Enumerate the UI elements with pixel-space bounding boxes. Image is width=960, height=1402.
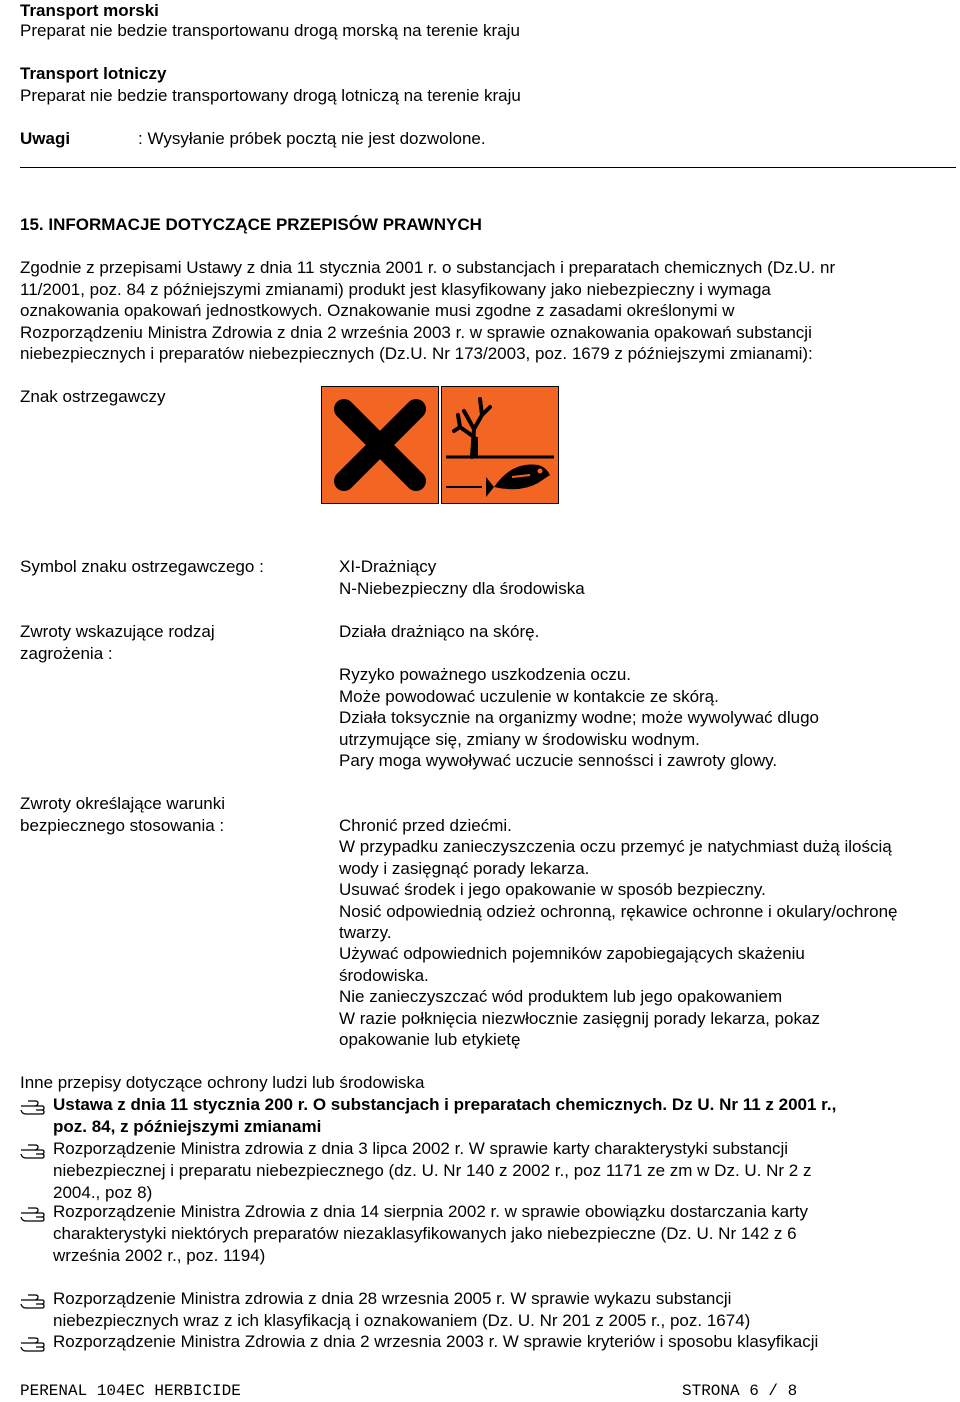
symbol-values: [339, 556, 585, 600]
safety-phrase: Usuwać środek i jego opakowanie w sposób bezpieczny.: [339, 880, 766, 900]
label-line: bezpiecznego stosowania :: [20, 816, 225, 835]
regulation-item: [53, 1201, 808, 1267]
hand-pointer-icon: [20, 1097, 46, 1115]
risk-phrase: Może powodować uczulenie w kontakcie ze skórą.: [339, 686, 719, 706]
safety-phrases-label: [20, 793, 225, 837]
risk-phrase: Ryzyko poważnego uszkodzenia oczu.: [339, 665, 631, 684]
safety-phrase: Używać odpowiednich pojemników zapobiegających skażeniu: [339, 944, 805, 964]
sea-transport-text: Preparat nie bedzie transportowanu drogą morską na terenie kraju: [20, 21, 520, 40]
risk-phrase: Pary moga wywoływać uczucie sennośsci i zawroty glowy.: [339, 751, 778, 770]
paragraph-line: Rozporządzeniu Ministra Zdrowia z dnia 2 września 2003 r. w sprawie oznakowania opakowań substancji: [20, 322, 812, 342]
section-15-heading: 15. INFORMACJE DOTYCZĄCE PRZEPISÓW PRAWNYCH: [20, 215, 482, 234]
safety-phrase: twarzy.: [339, 923, 392, 943]
regulation-line: Rozporządzenie Ministra zdrowia z dnia 3 lipca 2002 r. W sprawie karty charakterystyki substancji: [53, 1139, 789, 1158]
regulation-line: Rozporządzenie Ministra Zdrowia z dnia 14 sierpnia 2002 r. w sprawie obowiązku dostarczania karty: [53, 1202, 808, 1221]
regulation-line: poz. 84, z późniejszymi zmianami: [53, 1117, 322, 1136]
safety-phrase: W przypadku zanieczyszczenia oczu przemyć je natychmiast dużą ilością: [339, 837, 892, 857]
air-transport-title: Transport lotniczy: [20, 64, 167, 83]
paragraph-line: Zgodnie z przepisami Ustawy z dnia 11 stycznia 2001 r. o substancjach i preparatach chemicznych (Dz.U. nr: [20, 258, 836, 277]
risk-phrase: utrzymujące się, zmiany w środowisku wodnym.: [339, 729, 700, 749]
regulation-item: [53, 1138, 811, 1204]
regulation-line: 2004., poz 8): [53, 1183, 153, 1202]
symbol-value: N-Niebezpieczny dla środowiska: [339, 579, 585, 598]
regulation-item: [53, 1288, 750, 1332]
environment-dead-tree-fish-icon: [441, 386, 559, 504]
symbol-label: Symbol znaku ostrzegawczego :: [20, 557, 264, 576]
section-divider: [20, 167, 956, 168]
safety-phrase: środowiska.: [339, 965, 429, 985]
hand-pointer-icon: [20, 1334, 46, 1352]
warning-sign-label: Znak ostrzegawczy: [20, 387, 166, 406]
label-line: zagrożenia :: [20, 644, 113, 663]
risk-phrase: Działa toksycznie na organizmy wodne; może wywolywać dlugo: [339, 708, 819, 727]
paragraph-line: 11/2001, poz. 84 z późniejszymi zmianami) produkt jest klasyfikowany jako niebezpieczny i wymaga: [20, 279, 771, 299]
risk-phrase-first: Działa drażniąco na skórę.: [339, 622, 540, 641]
safety-phrases-list: [339, 815, 898, 1050]
regulation-item: [53, 1331, 818, 1353]
safety-phrase: Nosić odpowiednią odzież ochronną, rękawice ochronne i okulary/ochronę: [339, 901, 898, 921]
safety-phrase: wody i zasięgnąć porady lekarza.: [339, 858, 590, 878]
footer-product-name: PERENAL 104EC HERBICIDE: [20, 1382, 241, 1400]
regulation-line: charakterystyki niektórych preparatów niezaklasyfikowanych jako niebezpieczne (Dz. U. Nr 142 z 6: [53, 1224, 797, 1243]
regulation-line: września 2002 r., poz. 1194): [53, 1246, 266, 1265]
regulation-line: niebezpiecznych wraz z ich klasyfikacją i oznakowaniem (Dz. U. Nr 201 z 2005 r., poz. 1674): [53, 1311, 751, 1330]
footer-page-number: STRONA 6 / 8: [682, 1382, 798, 1400]
regulation-line: Ustawa z dnia 11 stycznia 200 r. O substancjach i preparatach chemicznych. Dz U. Nr 11 z 2001 r.,: [53, 1095, 837, 1114]
safety-phrase: opakowanie lub etykietę: [339, 1030, 521, 1050]
sea-transport-title: Transport morski: [20, 1, 159, 20]
safety-phrase: W razie połknięcia niezwłocznie zasięgnij porady lekarza, pokaz: [339, 1008, 820, 1028]
regulation-line: niebezpiecznej i preparatu niebezpiecznego (dz. U. Nr 140 z 2002 r., poz 1171 ze zm w Dz. U. Nr 2 z: [53, 1161, 812, 1180]
remarks-text: : Wysyłanie próbek pocztą nie jest dozwolone.: [138, 129, 486, 148]
regulation-line: Rozporządzenie Ministra zdrowia z dnia 28 wrzesnia 2005 r. W sprawie wykazu substancji: [53, 1289, 732, 1308]
remarks-label: Uwagi: [20, 129, 71, 148]
regulation-paragraph: [20, 257, 835, 365]
paragraph-line: niebezpiecznych i preparatów niebezpiecznych (Dz.U. Nr 173/2003, poz. 1679 z późniejszymi zmianami):: [20, 344, 813, 363]
irritant-x-icon: [321, 386, 439, 504]
label-line: Zwroty wskazujące rodzaj: [20, 622, 215, 641]
risk-phrases-label: [20, 621, 215, 665]
symbol-value: XI-Drażniący: [339, 557, 437, 576]
air-transport-text: Preparat nie bedzie transportowany drogą lotniczą na terenie kraju: [20, 86, 521, 105]
hand-pointer-icon: [20, 1141, 46, 1159]
hand-pointer-icon: [20, 1291, 46, 1309]
risk-phrases-list: [339, 664, 819, 772]
safety-phrase: Nie zanieczyszczać wód produktem lub jego opakowaniem: [339, 987, 783, 1007]
regulation-line: Rozporządzenie Ministra Zdrowia z dnia 2 wrzesnia 2003 r. W sprawie kryteriów i sposobu klasyfikacji: [53, 1332, 819, 1351]
safety-phrase: Chronić przed dziećmi.: [339, 816, 512, 835]
hand-pointer-icon: [20, 1204, 46, 1222]
other-regulations-title: Inne przepisy dotyczące ochrony ludzi lub środowiska: [20, 1073, 425, 1092]
regulation-item: [53, 1094, 836, 1138]
label-line: Zwroty określające warunki: [20, 794, 226, 813]
paragraph-line: oznakowania opakowań jednostkowych. Oznakowanie musi zgodne z zasadami określonymi w: [20, 301, 735, 320]
